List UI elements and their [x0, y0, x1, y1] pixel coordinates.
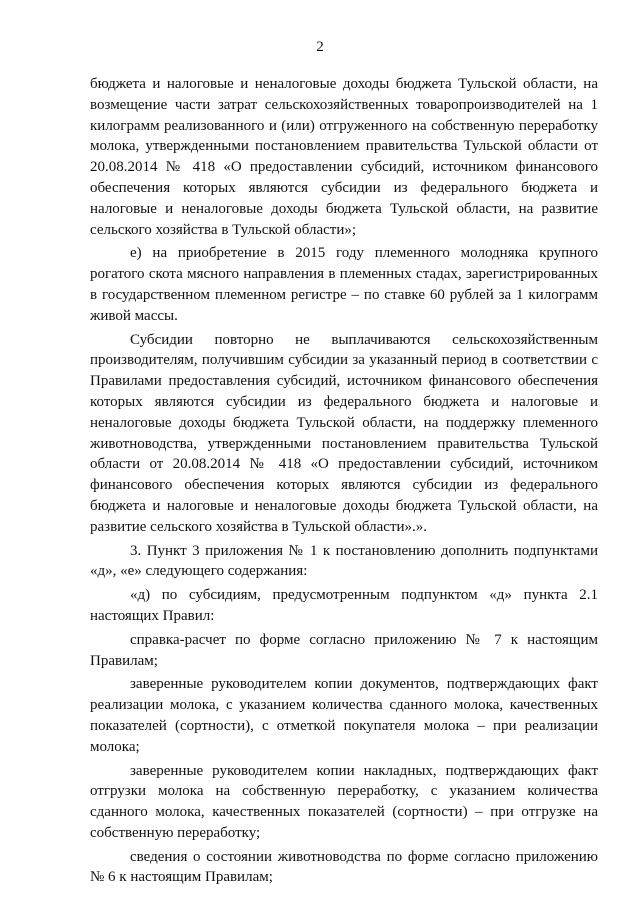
paragraph-waybills: заверенные руководителем копии накладных, подтверждающих факт отгрузки молока на собственную переработку, с указанием количества сданного молока, качественных показателей (сортности) – при отгрузке на собственную переработку;	[90, 762, 598, 841]
paragraph-subitem-e: е) на приобретение в 2015 году племенного молодняка крупного рогатого скота мясного направления в племенных стадах, зарегистрированных в государственном племенном регистре – по ставке 60 рублей за 1 килограмм живой массы.	[90, 245, 598, 324]
page-number: 2	[316, 39, 324, 55]
paragraph-continuation: бюджета и налоговые и неналоговые доходы бюджета Тульской области, на возмещение части затрат сельскохозяйственных товаропроизводителей на 1 килограмм реализованного и (или) отгруженного на собственную переработку молока, утвержденными постановлением правительства Тульской области от 20.08.2014 № 418 «О предоставлении субсидий, источником финансового обеспечения которых являются субсидии из федерального бюджета и налоговые и неналоговые доходы бюджета Тульской области, на развитие сельского хозяйства в Тульской области»;	[90, 76, 598, 238]
paragraph-calculation-reference: справка-расчет по форме согласно приложению № 7 к настоящим Правилам;	[90, 631, 598, 669]
document-body	[90, 74, 598, 888]
paragraph-subsidies-note: Субсидии повторно не выплачиваются сельскохозяйственным производителям, получившим субсидии за указанный период в соответствии с Правилами предоставления субсидий, источником финансового обеспечения которых являются субсидии из федерального бюджета и налоговые и неналоговые доходы бюджета Тульской области, на поддержку племенного животноводства, утвержденными постановлением правительства Тульской области от 20.08.2014 № 418 «О предоставлении субсидий, источником финансового обеспечения которых являются субсидии из федерального бюджета и налоговые и неналоговые доходы бюджета Тульской области, на развитие сельского хозяйства в Тульской области».».	[90, 331, 598, 535]
paragraph-sales-documents: заверенные руководителем копии документов, подтверждающих факт реализации молока, с указанием количества сданного молока, качественных показателей (сортности), с отметкой покупателя молока – при реализации молока;	[90, 676, 598, 755]
paragraph-subitem-d: «д) по субсидиям, предусмотренным подпунктом «д» пункта 2.1 настоящих Правил:	[90, 587, 598, 624]
paragraph-livestock-info: сведения о состоянии животноводства по форме согласно приложению № 6 к настоящим Правилам;	[90, 848, 598, 886]
paragraph-item-3: 3. Пункт 3 приложения № 1 к постановлению дополнить подпунктами «д», «е» следующего содержания:	[90, 542, 598, 580]
